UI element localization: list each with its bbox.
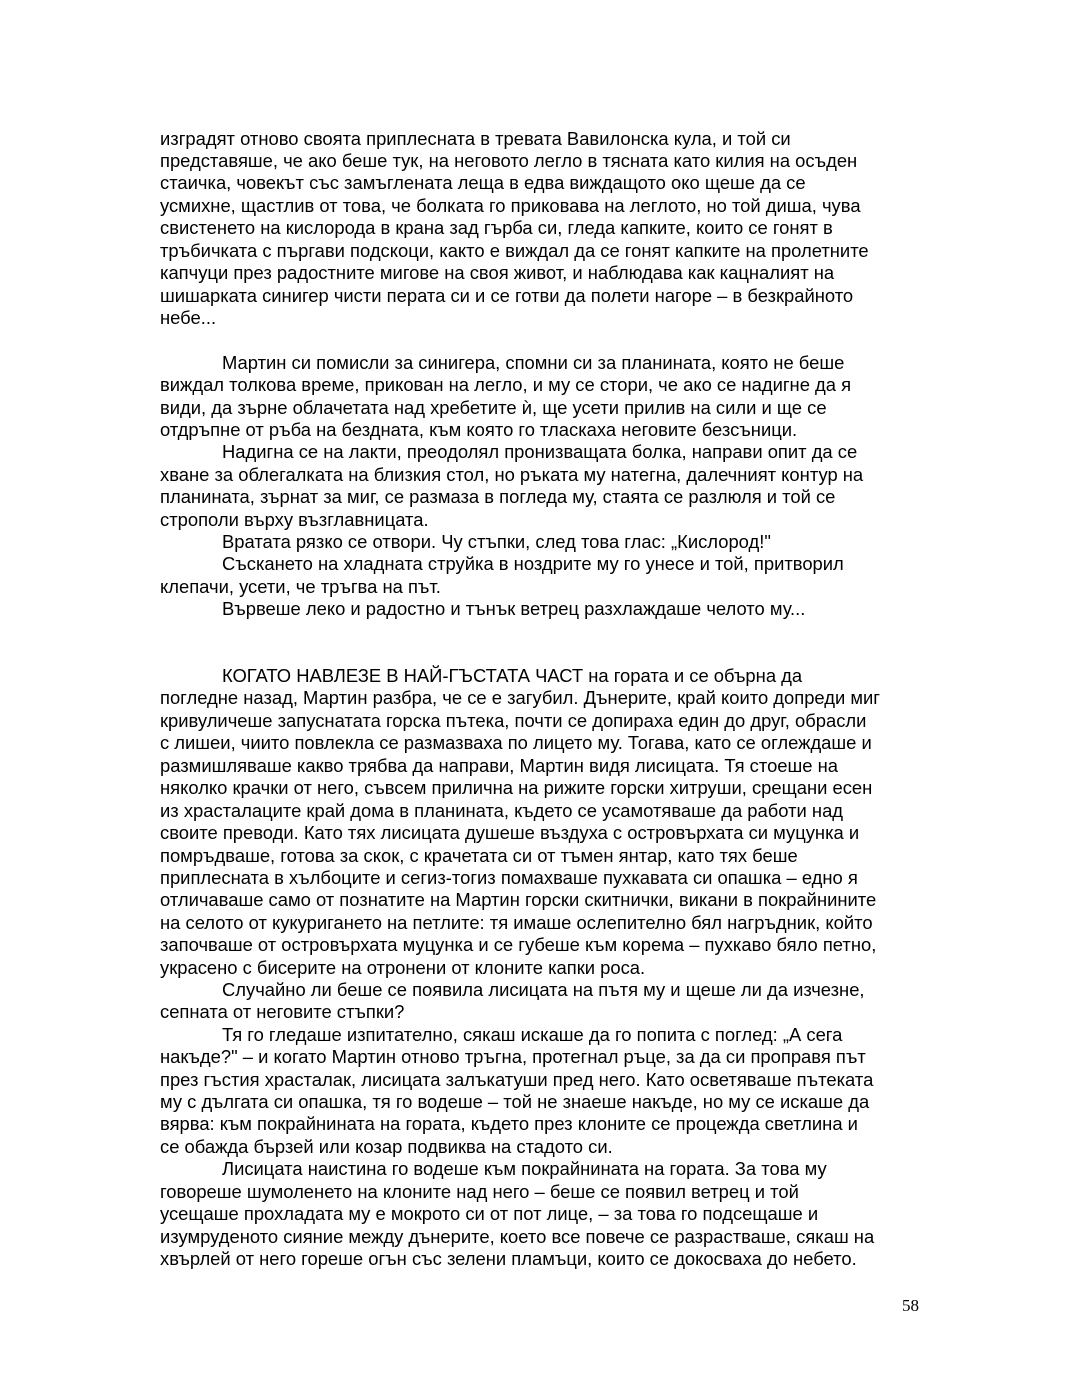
page-number: 58 — [902, 1296, 919, 1315]
text-line: изумруденото сияние между дънерите, което все повече се разрастваше, сякаш на — [160, 1226, 875, 1247]
text-line: планината, зърнат за миг, се размаза в погледа му, стаята се разлюля и той се — [160, 486, 836, 507]
text-line: тръбичката с пъргави подскоци, както е виждал да се гонят капките на пролетните — [160, 240, 869, 261]
text-line: своите преводи. Като тях лисицата душеше въздуха с островърхата си муцунка и — [160, 822, 860, 843]
text-line: се обажда бързей или козар подвиква на стадото си. — [160, 1136, 613, 1157]
text-line: хване за облегалката на близкия стол, но ръката му натегна, далечният контур на — [160, 464, 864, 485]
text-line: строполи върху възглавницата. — [160, 509, 429, 530]
paragraph-first-line: Мартин си помисли за синигера, спомни си за планината, която не беше — [222, 352, 845, 373]
paragraph-first-line: Съскането на хладната струйка в ноздрите му го унесе и той, притворил — [222, 553, 844, 574]
text-line: на селото от кукуригането на петлите: тя имаше ослепително бял нагръдник, който — [160, 912, 873, 933]
text-line: усещаше прохладата му е мокрото си от пот лице, – за това го подсещаше и — [160, 1203, 819, 1224]
text-line: говореше шумоленето на клоните над него – беше се появил ветрец и той — [160, 1181, 799, 1202]
text-line: хвърлей от него гореше огън със зелени пламъци, които се докосваха до небето. — [160, 1248, 857, 1269]
text-line: изградят отново своята приплесната в тревата Вавилонска кула, и той си — [160, 128, 791, 149]
section-opening-line: КОГАТО НАВЛЕЗЕ В НАЙ-ГЪСТАТА ЧАСТ на гората и се обърна да — [222, 665, 803, 686]
text-line: капчуци през радостните мигове на своя живот, и наблюдава как кацналият на — [160, 262, 835, 283]
text-line: отдръпне от ръба на бездната, към която го тласкаха неговите безсъници. — [160, 419, 798, 440]
text-line: шишарката синигер чисти перата си и се готви да полети нагоре – в безкрайното — [160, 285, 854, 306]
text-line: сепната от неговите стъпки? — [160, 1001, 405, 1022]
text-line: приплесната в хълбоците и сегиз-тогиз помахваше пухкавата си опашка – едно я — [160, 867, 858, 888]
text-line: с лишеи, чиито повлекла се размазваха по лицето му. Тогава, като се оглеждаше и — [160, 732, 872, 753]
paragraph-first-line: Вървеше леко и радостно и тънък ветрец разхлаждаше челото му... — [222, 598, 806, 619]
paragraph-first-line: Случайно ли беше се появила лисицата на пътя му и щеше ли да изчезне, — [222, 979, 865, 1000]
text-line: усмихне, щастлив от това, че болката го приковава на леглото, но той диша, чува — [160, 195, 861, 216]
text-line: небе... — [160, 307, 217, 328]
text-line: няколко крачки от него, съвсем прилична на рижите горски хитруши, срещани есен — [160, 777, 873, 798]
text-line: кривуличеше запуснатата горска пътека, почти се допираха един до друг, обрасли — [160, 710, 867, 731]
text-line: започваше от островърхата муцунка и се губеше към корема – пухкаво бяло петно, — [160, 934, 877, 955]
paragraph-first-line: Вратата рязко се отвори. Чу стъпки, след това глас: „Кислород!" — [222, 531, 771, 552]
text-line: украсено с бисерите на отронени от клоните капки роса. — [160, 957, 646, 978]
text-line: вярва: към покрайнината на гората, където през клоните се процежда светлина и — [160, 1113, 858, 1134]
text-line: накъде?" – и когато Мартин отново тръгна, протегнал ръце, за да си проправя път — [160, 1046, 866, 1067]
text-line: виждал толкова време, прикован на легло, и му се стори, че ако се надигне да я — [160, 374, 852, 395]
text-line: му с дългата си опашка, тя го водеше – той не знаеше накъде, но му се искаше да — [160, 1091, 870, 1112]
paragraph-first-line: Надигна се на лакти, преодолял пронизващата болка, направи опит да се — [222, 441, 858, 462]
text-line: представяше, че ако беше тук, на неговото легло в тясната като килия на осъден — [160, 150, 858, 171]
text-line: види, да зърне облачетата над хребетите ѝ, ще усети прилив на сили и ще се — [160, 397, 827, 418]
text-line: погледне назад, Мартин разбра, че се е загубил. Дънерите, край които допреди миг — [160, 687, 880, 708]
text-line: помръдваше, готова за скок, с крачетата си от тъмен янтар, като тях беше — [160, 845, 798, 866]
text-line: клепачи, усети, че тръгва на път. — [160, 576, 441, 597]
text-line: размишляваше какво трябва да направи, Мартин видя лисицата. Тя стоеше на — [160, 755, 839, 776]
text-line: през гъстия храсталак, лисицата залъкатуши пред него. Като осветяваше пътеката — [160, 1069, 874, 1090]
text-line: из храсталаците край дома в планината, където се усамотяваше да работи над — [160, 800, 844, 821]
paragraph-first-line: Лисицата наистина го водеше към покрайнината на гората. За това му — [222, 1158, 827, 1179]
text-line: отличаваше само от познатите на Мартин горски скитнички, викани в покрайнините — [160, 889, 877, 910]
text-line: свистенето на кислорода в крана зад гърба си, гледа капките, които се гонят в — [160, 217, 833, 238]
paragraph-first-line: Тя го гледаше изпитателно, сякаш искаше да го попита с поглед: „А сега — [222, 1024, 843, 1045]
text-line: стаичка, човекът със замъглената леща в едва виждащото око щеше да се — [160, 172, 806, 193]
